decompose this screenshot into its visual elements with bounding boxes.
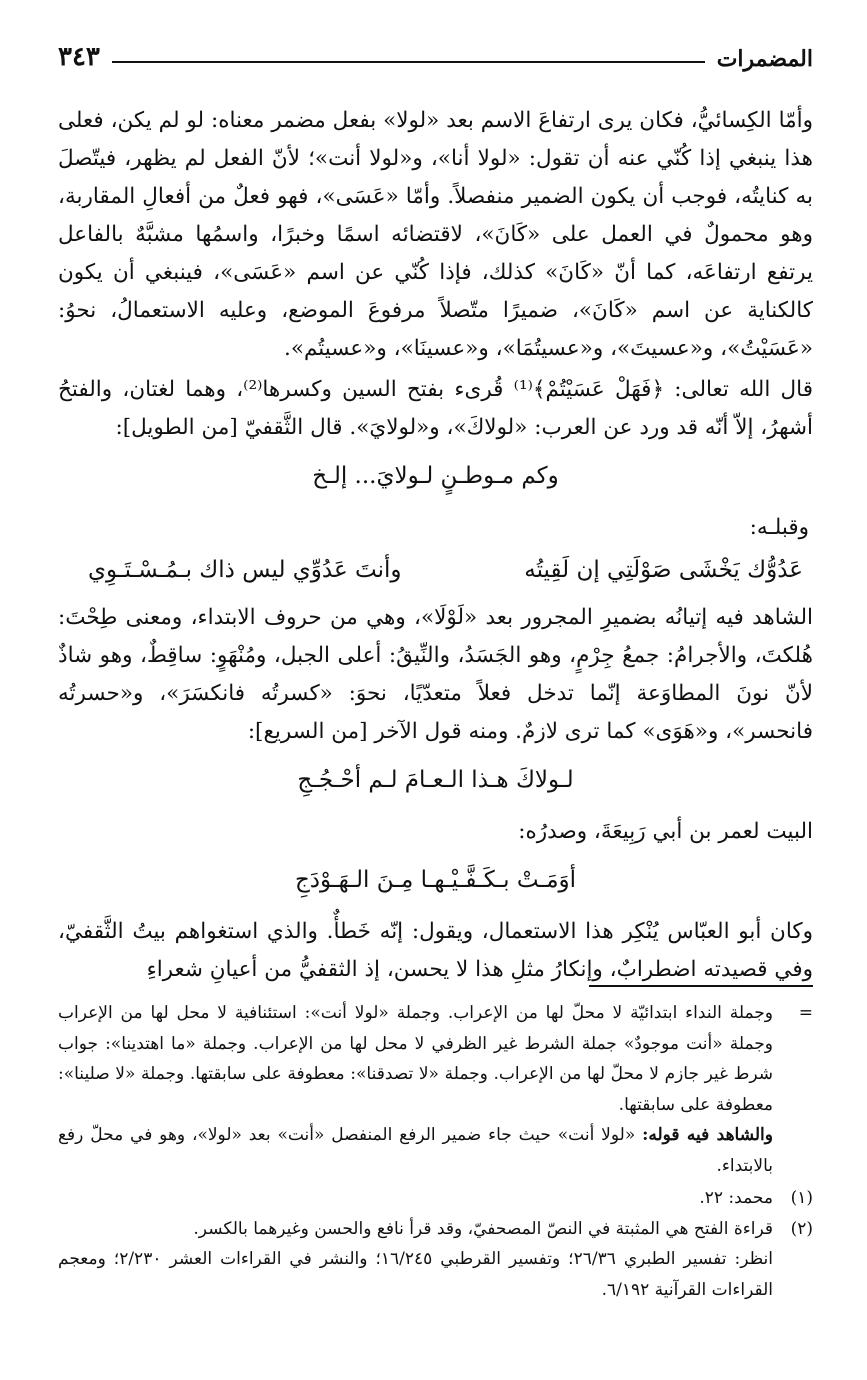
- verse-sari-hemistich: لـولاكَ هـذا الـعـامَ لـم أحْـجُـجِ: [297, 767, 574, 793]
- verse-first-hemistich: عَدُوُّك يَخْشَى صَوْلَتِي إن لَقِيتُه: [524, 557, 803, 583]
- paragraph-abu-abbas: وكان أبو العبّاس يُنْكِر هذا الاستعمال، ويقول: إنّه خَطأٌ. والذي استغواهم بيتُ الثَّقفيّ، وفي قصيدته اضطرابٌ، وإنكارُ مثلِ هذا لا يحسن، إذ الثقفيُّ من أعيانِ شعراءِ: [58, 919, 813, 982]
- footnote-continuation-mark: =: [798, 1003, 813, 1023]
- footnote-shahid: [58, 1120, 813, 1181]
- paragraph-attribution: البيت لعمر بن أبي رَبِيعَةَ، وصدرُه:: [518, 819, 813, 844]
- paragraph-quran-reading: قال الله تعالى: ﴿فَهَلْ عَسَيْتُمْ﴾⁽¹⁾ قُرىء بفتح السين وكسرها⁽²⁾، وهما لغتان، والفتحُ أشهرُ، إلاّ أنّه قد ورد عن العرب: «لولاكَ»، و«لولايَ». قال الثَّقفيّ [من الطويل]:: [58, 377, 813, 440]
- footnote-2-mark: (٢): [790, 1218, 813, 1239]
- footnotes: [58, 998, 813, 1305]
- verse-intro-label: وقبلـه:: [749, 515, 809, 540]
- main-text: [58, 102, 813, 989]
- running-title: المضمرات: [716, 46, 813, 72]
- footnote-1: [58, 1183, 813, 1214]
- footnote-1-text: محمد: ٢٢.: [699, 1188, 773, 1208]
- footnote-2-references: انظر: تفسير الطبري ٢٦/٣٦؛ وتفسير القرطبي ١٦/٢٤٥؛ والنشر في القراءات العشر ٢/٢٣٠؛ ومعجم القراءات القرآنية ٦/١٩٢.: [58, 1249, 774, 1300]
- paragraph-shahid-explanation: الشاهد فيه إتيانُه بضميرِ المجرور بعد «لَوْلَا»، وهي من حروف الابتداء، ومعنى طِحْتَ: هُلكتَ، والأجرامُ: جمعُ جِرْمٍ، وهو الجَسَدُ، والنِّيقُ: أعلى الجبل، ومُنْهَوٍ: ساقِطٌ، وهو شاذٌ لأنّ نونَ المطاوَعة إنّما تدخل فعلاً متعدّيًا، نحوَ: «كسرتُه فانكسَرَ»، و«حسرتُه فانحسر»، و«هَوَى» كما ترى لازمٌ. ومنه قول الآخر [من السريع]:: [58, 605, 813, 744]
- footnote-continuation: [58, 998, 813, 1120]
- verse-sadr: أوَمَـتْ بـكَـفَّـيْـهـا مِـنَ الـهَـوْدَجِ: [294, 867, 577, 893]
- header-rule: [112, 61, 705, 63]
- footnote-continuation-text: وجملة النداء ابتدائيّة لا محلّ لها من الإعراب. وجملة «لولا أنت»: استئنافية لا محل لها من الإعراب وجملة «أنت موجودٌ» جملة الشرط غير الظرفي لا محل لها من الإعراب. وجملة «ما اهتدينا»: جواب شرط غير جازم لا محلّ لها من الإعراب. وجملة «لا تصدقنا»: معطوفة على سابقتها. وجملة «لا صلينا»: معطوفة على سابقتها.: [58, 1003, 773, 1115]
- footnote-shahid-text: «لولا أنت» حيث جاء ضمير الرفع المنفصل «أنت» بعد «لولا»، وهو في محلّ رفع بالابتداء.: [58, 1125, 773, 1176]
- verse-thaqafi-excerpt: وكم مـوطـنٍ لـولايَ... إلـخ: [312, 463, 559, 489]
- page-header: [58, 38, 813, 72]
- page-number: ٣٤٣: [58, 42, 100, 72]
- paragraph-kisai: وأمّا الكِسائيُّ، فكان يرى ارتفاعَ الاسم بعد «لولا» بفعل مضمر معناه: لو لم يكن، فعلى هذا ينبغي إذا كُنّي عنه أن تقول: «لولا أنا»، و«لولا أنت»؛ لأنّ الفعل لم يظهر، فيتّصلَ به كنايتُه، فوجب أن يكون الضمير منفصلاً. وأمّا «عَسَى»، فهو فعلٌ من أفعالِ المقاربة، وهو محمولٌ في العمل على «كَانَ»، لاقتضائه اسمًا وخبرًا، واسمُها مشبَّهٌ بالفاعل يرتفع ارتفاعَه، كما أنّ «كَانَ» كذلك، فإذا كُنّي عن اسم «عَسَى»، فينبغي أن يكون كالكناية عن اسم «كَانَ»، ضميرًا متّصلاً مرفوعَ الموضع، وعليه الاستعمالُ، نحوُ: «عَسَيْتُ»، و«عسيتَ»، و«عسيتُمَا»، و«عسينَا»، و«عسيتُم».: [58, 108, 813, 361]
- verse-second-hemistich: وأنتَ عَدُوِّي ليس ذاك بـمُـسْـتَـوِي: [88, 557, 402, 583]
- footnote-2: [58, 1214, 813, 1245]
- footnote-shahid-label: والشاهد فيه قوله:: [642, 1125, 773, 1145]
- footnote-2-text: قراءة الفتح هي المثبتة في النصّ المصحفيّ، وقد قرأ نافع والحسن وغيرهما بالكسر.: [193, 1218, 773, 1239]
- footnote-separator: [589, 985, 813, 987]
- verse-couplet: [58, 551, 813, 589]
- footnote-1-mark: (١): [790, 1188, 813, 1208]
